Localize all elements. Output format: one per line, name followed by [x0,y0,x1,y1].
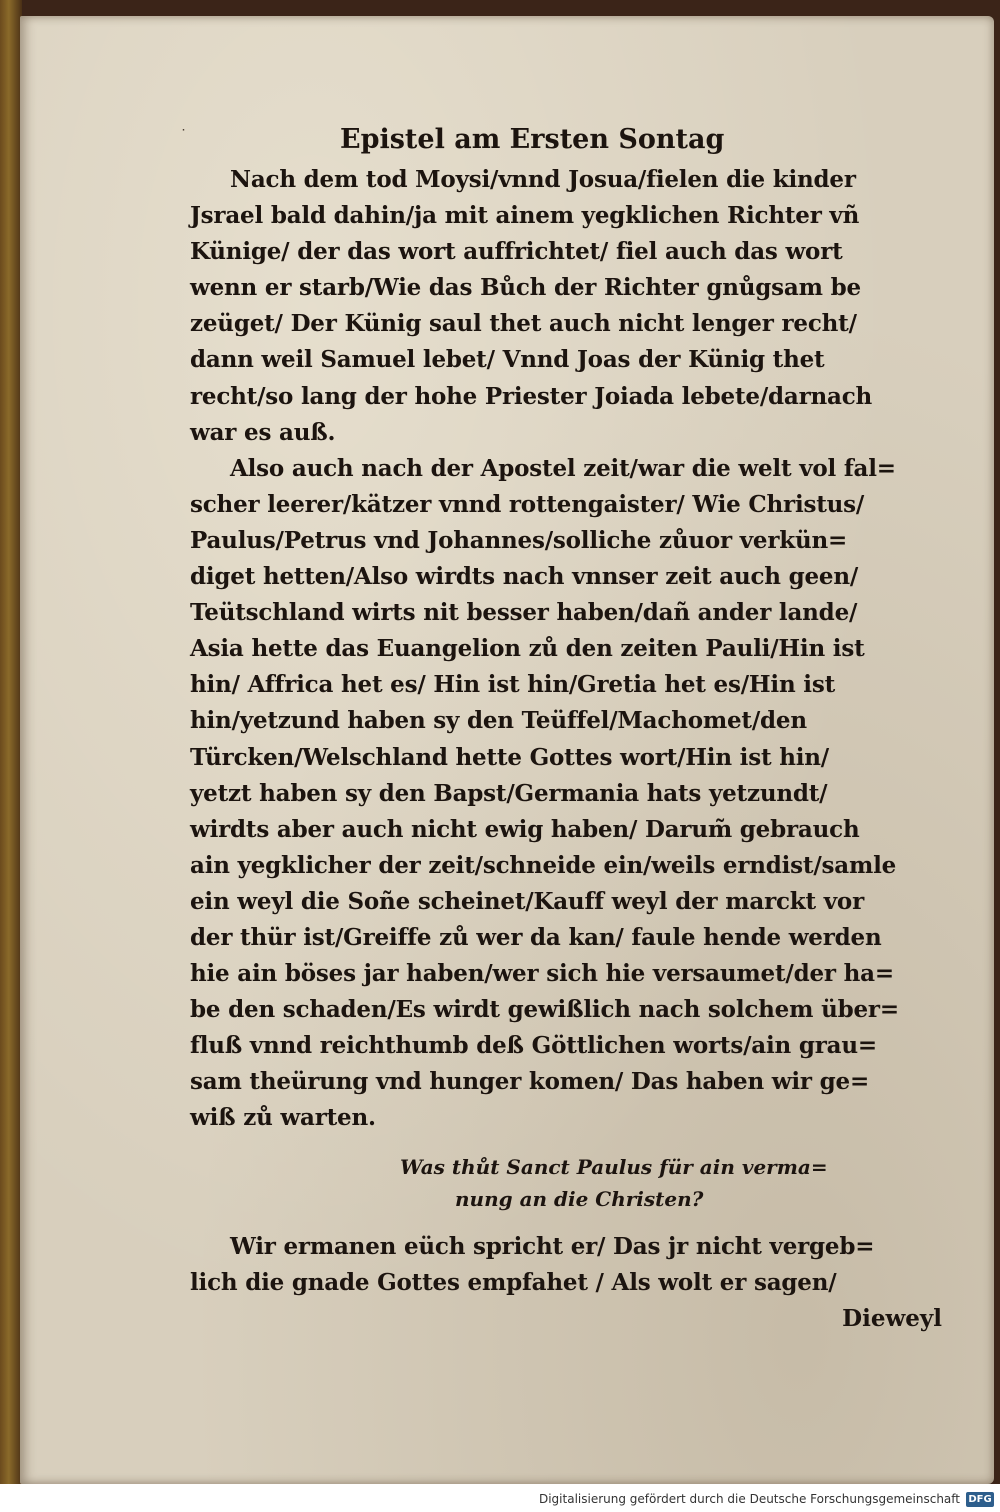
catchword: Dieweyl [842,1304,942,1332]
spacer [190,1215,950,1229]
text-line: fluß vnnd reichthumb deß Göttlichen worts/ain grau= [190,1032,877,1060]
text-line: Jsrael bald dahin/ja mit ainem yegklichen Richter vñ [190,202,860,230]
text-line: hin/yetzund haben sy den Teüffel/Machomet/den [190,707,807,735]
text-line: diget hetten/Also wirdts nach vnnser zeit auch geen/ [190,563,859,591]
text-line: lich die gnade Gottes empfahet / Als wolt er sagen/ [190,1268,837,1296]
paragraph-2 [190,451,950,1137]
page-heading: Epistel am Ersten Sontag [340,124,725,155]
text-line: be den schaden/Es wirdt gewißlich nach solchem über= [190,996,899,1024]
text-line: wiß zů warten. [190,1104,376,1132]
text-line: Asia hette das Euangelion zů den zeiten Pauli/Hin ist [190,635,865,663]
text-line: Teütschland wirts nit besser haben/dañ ander lande/ [190,599,858,627]
footer-bar [0,1484,1000,1512]
paragraph-3 [190,1229,950,1301]
page-text-block [190,118,950,1337]
text-line: scher leerer/kätzer vnnd rottengaister/ Wie Christus/ [190,490,865,518]
text-line: hie ain böses jar haben/wer sich hie versaumet/der ha= [190,960,894,988]
text-line: wirdts aber auch nicht ewig haben/ Darum̃ gebrauch [190,815,860,843]
text-line: Nach dem tod Moysi/vnnd Josua/fielen die kinder [230,166,856,193]
subheading-line: nung an die Christen? [455,1186,704,1211]
text-line: zeüget/ Der Künig saul thet auch nicht lenger recht/ [190,310,857,338]
text-line: yetzt haben sy den Bapst/Germania hats yetzundt/ [190,779,828,807]
text-line: hin/ Affrica het es/ Hin ist hin/Gretia het es/Hin ist [190,671,836,699]
text-line: wenn er starb/Wie das Bůch der Richter gnůgsam be [190,274,861,302]
text-line: Künige/ der das wort auffrichtet/ fiel auch das wort [190,238,843,266]
text-line: dann weil Samuel lebet/ Vnnd Joas der Künig thet [190,346,825,374]
text-line: Türcken/Welschland hette Gottes wort/Hin ist hin/ [190,743,829,771]
text-line: Wir ermanen eüch spricht er/ Das jr nicht vergeb= [230,1232,875,1260]
text-line: recht/so lang der hohe Priester Joiada lebete/darnach [190,382,873,410]
text-line: Also auch nach der Apostel zeit/war die welt vol fal= [230,454,896,482]
dfg-logo-icon: DFG [966,1492,994,1507]
book-spine [0,0,22,1512]
text-line: Paulus/Petrus vnd Johannes/solliche zůuor verkün= [190,526,848,554]
subheading-line: Was thůt Sanct Paulus für ain verma= [400,1154,828,1179]
digitization-credit: Digitalisierung gefördert durch die Deutsche Forschungsgemeinschaft [538,1492,960,1506]
text-line: ain yegklicher der zeit/schneide ein/weils erndist/samle [190,851,897,879]
text-line: der thür ist/Greiffe zů wer da kan/ faule hende werden [190,923,882,951]
spacer [190,1137,950,1151]
text-line: ein weyl die Soñe scheinet/Kauff weyl der marckt vor [190,887,864,915]
text-line: sam theürung vnd hunger komen/ Das haben wir ge= [190,1068,870,1096]
subheading [190,1151,950,1215]
margin-mark: ˙ [180,128,187,144]
paragraph-1 [190,162,950,451]
text-line: war es auß. [190,418,336,446]
